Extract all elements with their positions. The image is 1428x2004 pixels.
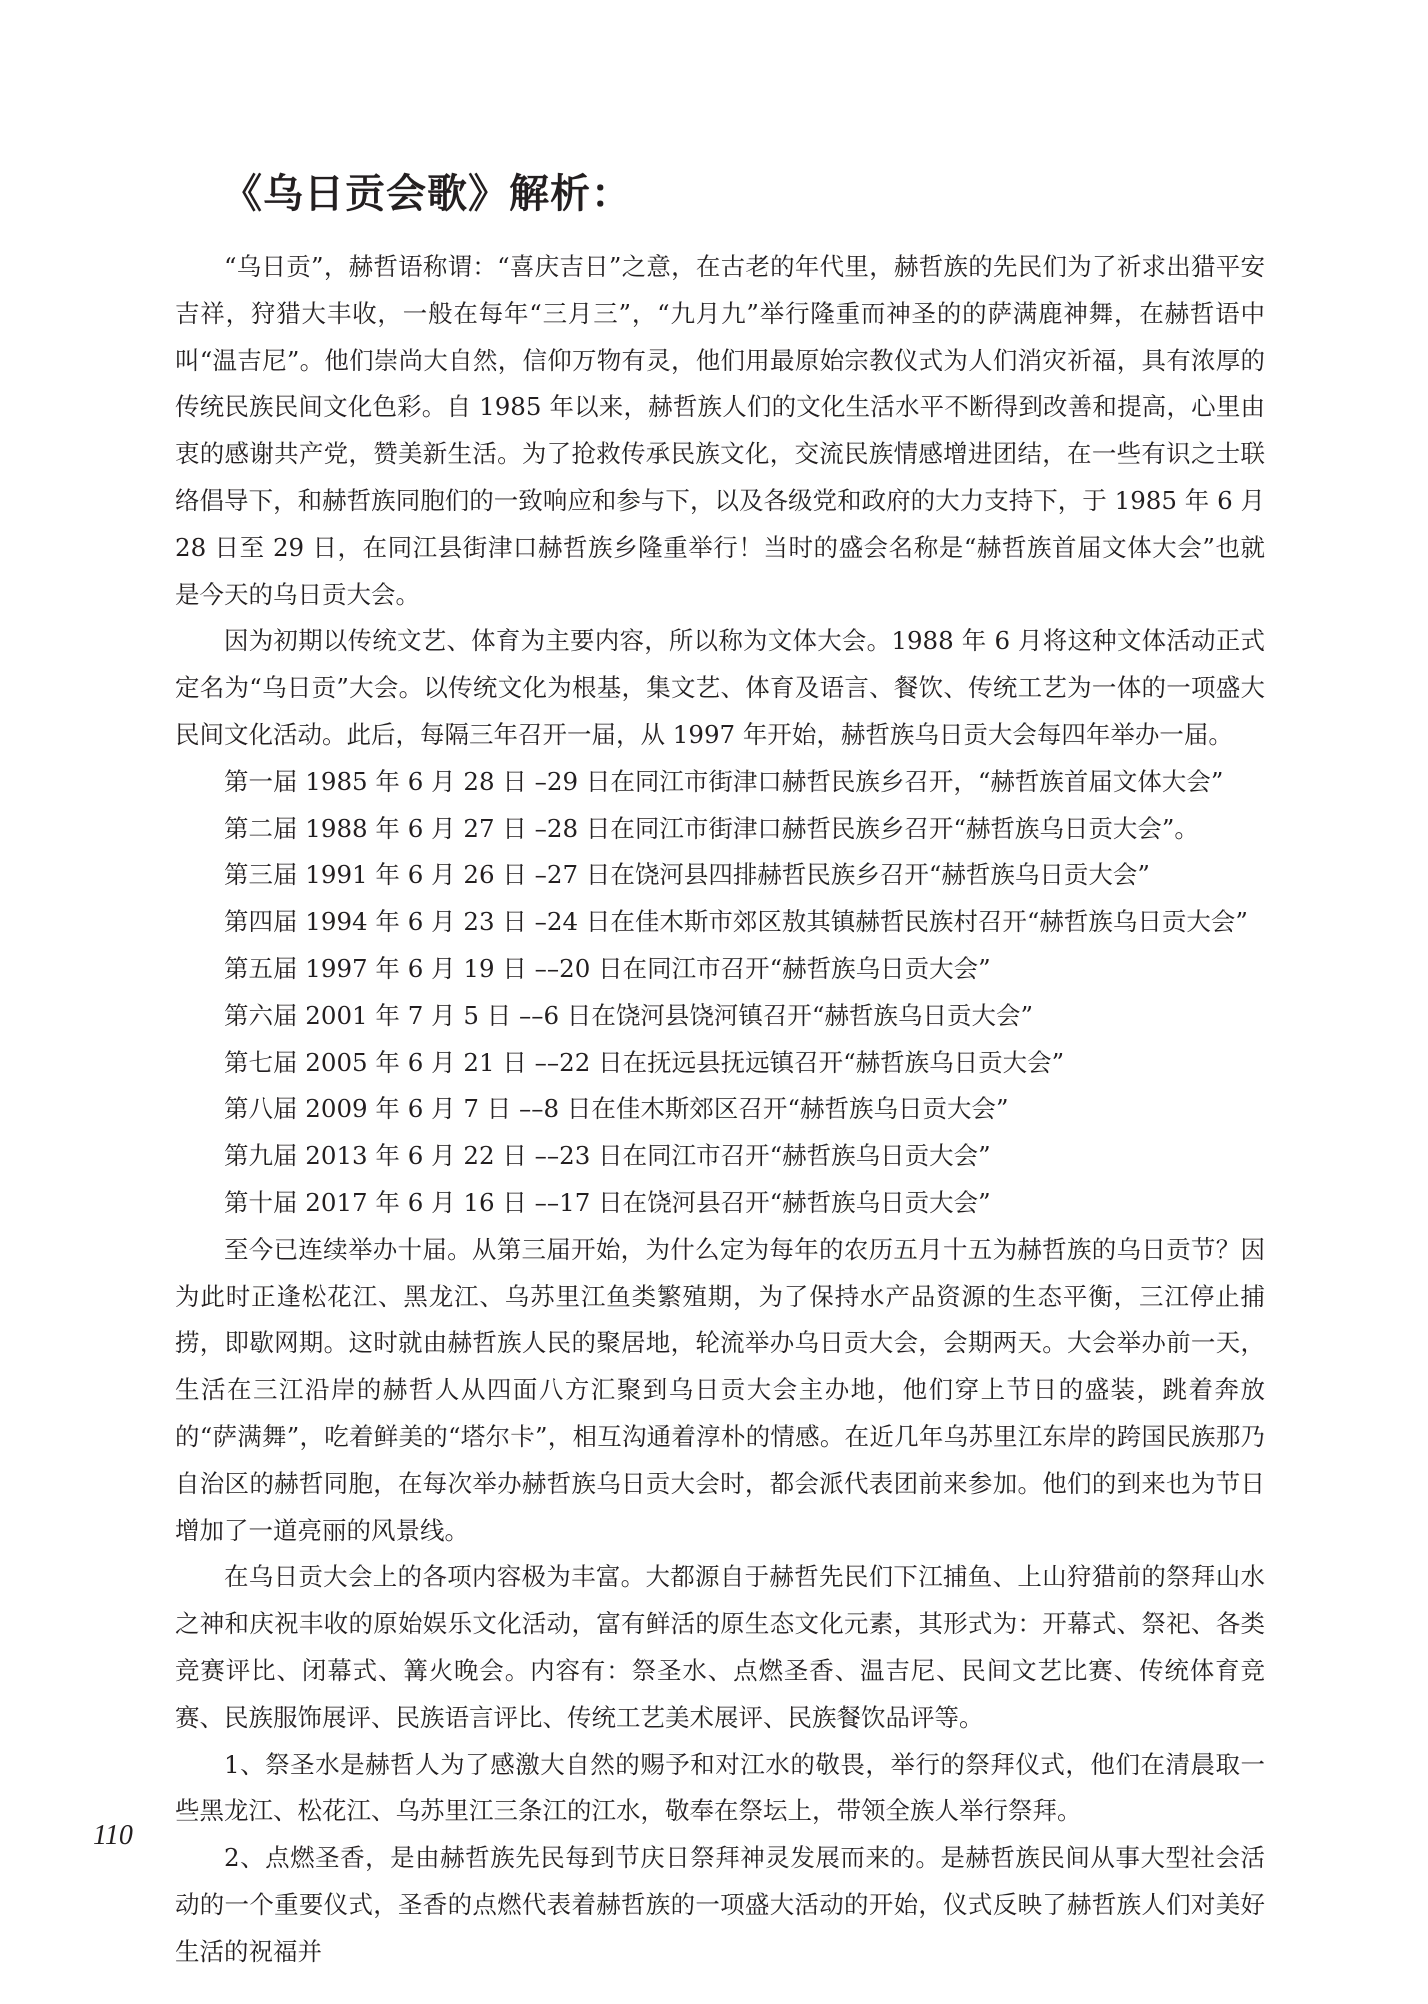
session-item: 第四届 1994 年 6 月 23 日 –24 日在佳木斯市郊区敖其镇赫哲民族村召开“赫哲族乌日贡大会” xyxy=(224,907,1248,937)
section-title: 《乌日贡会歌》解析： xyxy=(222,170,632,217)
session-item: 第三届 1991 年 6 月 26 日 –27 日在饶河县四排赫哲民族乡召开“赫哲族乌日贡大会” xyxy=(224,860,1150,890)
paragraph: 至今已连续举办十届。从第三届开始，为什么定为每年的农历五月十五为赫哲族的乌日贡节？因为此时正逢松花江、黑龙江、乌苏里江鱼类繁殖期，为了保持水产品资源的生态平衡，三江停止捕捞，即歇网期。这时就由赫哲族人民的聚居地，轮流举办乌日贡大会，会期两天。大会举办前一天，生活在三江沿岸的赫哲人从四面八方汇聚到乌日贡大会主办地，他们穿上节日的盛装，跳着奔放的“萨满舞”，吃着鲜美的“塔尔卡”，相互沟通着淳朴的情感。在近几年乌苏里江东岸的跨国民族那乃自治区的赫哲同胞，在每次举办赫哲族乌日贡大会时，都会派代表团前来参加。他们的到来也为节日增加了一道亮丽的风景线。 xyxy=(175,1234,1265,1545)
session-item: 第六届 2001 年 7 月 5 日 ––6 日在饶河县饶河镇召开“赫哲族乌日贡大会” xyxy=(224,1000,1033,1030)
session-item: 第一届 1985 年 6 月 28 日 –29 日在同江市街津口赫哲民族乡召开，“赫哲族首届文体大会” xyxy=(224,766,1224,796)
session-item: 第二届 1988 年 6 月 27 日 –28 日在同江市街津口赫哲民族乡召开“赫哲族乌日贡大会”。 xyxy=(224,813,1199,843)
session-item: 第八届 2009 年 6 月 7 日 ––8 日在佳木斯郊区召开“赫哲族乌日贡大会” xyxy=(224,1094,1009,1124)
session-item: 第九届 2013 年 6 月 22 日 ––23 日在同江市召开“赫哲族乌日贡大会” xyxy=(224,1141,991,1171)
session-list xyxy=(175,759,1265,1227)
session-item: 第五届 1997 年 6 月 19 日 ––20 日在同江市召开“赫哲族乌日贡大会” xyxy=(224,953,991,983)
paragraph: 在乌日贡大会上的各项内容极为丰富。大都源自于赫哲先民们下江捕鱼、上山狩猎前的祭拜山水之神和庆祝丰收的原始娱乐文化活动，富有鲜活的原生态文化元素，其形式为：开幕式、祭祀、各类竞赛评比、闭幕式、篝火晚会。内容有：祭圣水、点燃圣香、温吉尼、民间文艺比赛、传统体育竞赛、民族服饰展评、民族语言评比、传统工艺美术展评、民族餐饮品评等。 xyxy=(175,1562,1265,1732)
session-item: 第十届 2017 年 6 月 16 日 ––17 日在饶河县召开“赫哲族乌日贡大会” xyxy=(224,1187,991,1217)
paragraph: “乌日贡”，赫哲语称谓：“喜庆吉日”之意，在古老的年代里，赫哲族的先民们为了祈求出猎平安吉祥，狩猎大丰收，一般在每年“三月三”，“九月九”举行隆重而神圣的的萨满鹿神舞，在赫哲语中叫“温吉尼”。他们崇尚大自然，信仰万物有灵，他们用最原始宗教仪式为人们消灾祈福，具有浓厚的传统民族民间文化色彩。自 1985 年以来，赫哲族人们的文化生活水平不断得到改善和提高，心里由衷的感谢共产党，赞美新生活。为了抢救传承民族文化，交流民族情感增进团结，在一些有识之士联络倡导下，和赫哲族同胞们的一致响应和参与下，以及各级党和政府的大力支持下，于 1985 年 6 月 28 日至 29 日，在同江县街津口赫哲族乡隆重举行！当时的盛会名称是“赫哲族首届文体大会”也就是今天的乌日贡大会。 xyxy=(175,252,1265,609)
page-number: 110 xyxy=(93,1820,133,1851)
paragraph: 因为初期以传统文艺、体育为主要内容，所以称为文体大会。1988 年 6 月将这种文体活动正式定名为“乌日贡”大会。以传统文化为根基，集文艺、体育及语言、餐饮、传统工艺为一体的一项盛大民间文化活动。此后，每隔三年召开一届，从 1997 年开始，赫哲族乌日贡大会每四年举办一届。 xyxy=(175,626,1265,749)
paragraph: 1、祭圣水是赫哲人为了感激大自然的赐予和对江水的敬畏，举行的祭拜仪式，他们在清晨取一些黑龙江、松花江、乌苏里江三条江的江水，敬奉在祭坛上，带领全族人举行祭拜。 xyxy=(175,1749,1265,1826)
paragraph: 2、点燃圣香，是由赫哲族先民每到节庆日祭拜神灵发展而来的。是赫哲族民间从事大型社会活动的一个重要仪式，圣香的点燃代表着赫哲族的一项盛大活动的开始，仪式反映了赫哲族人们对美好生活的祝福并 xyxy=(175,1843,1265,1966)
body-text xyxy=(175,244,1265,1975)
session-item: 第七届 2005 年 6 月 21 日 ––22 日在抚远县抚远镇召开“赫哲族乌日贡大会” xyxy=(224,1047,1065,1077)
